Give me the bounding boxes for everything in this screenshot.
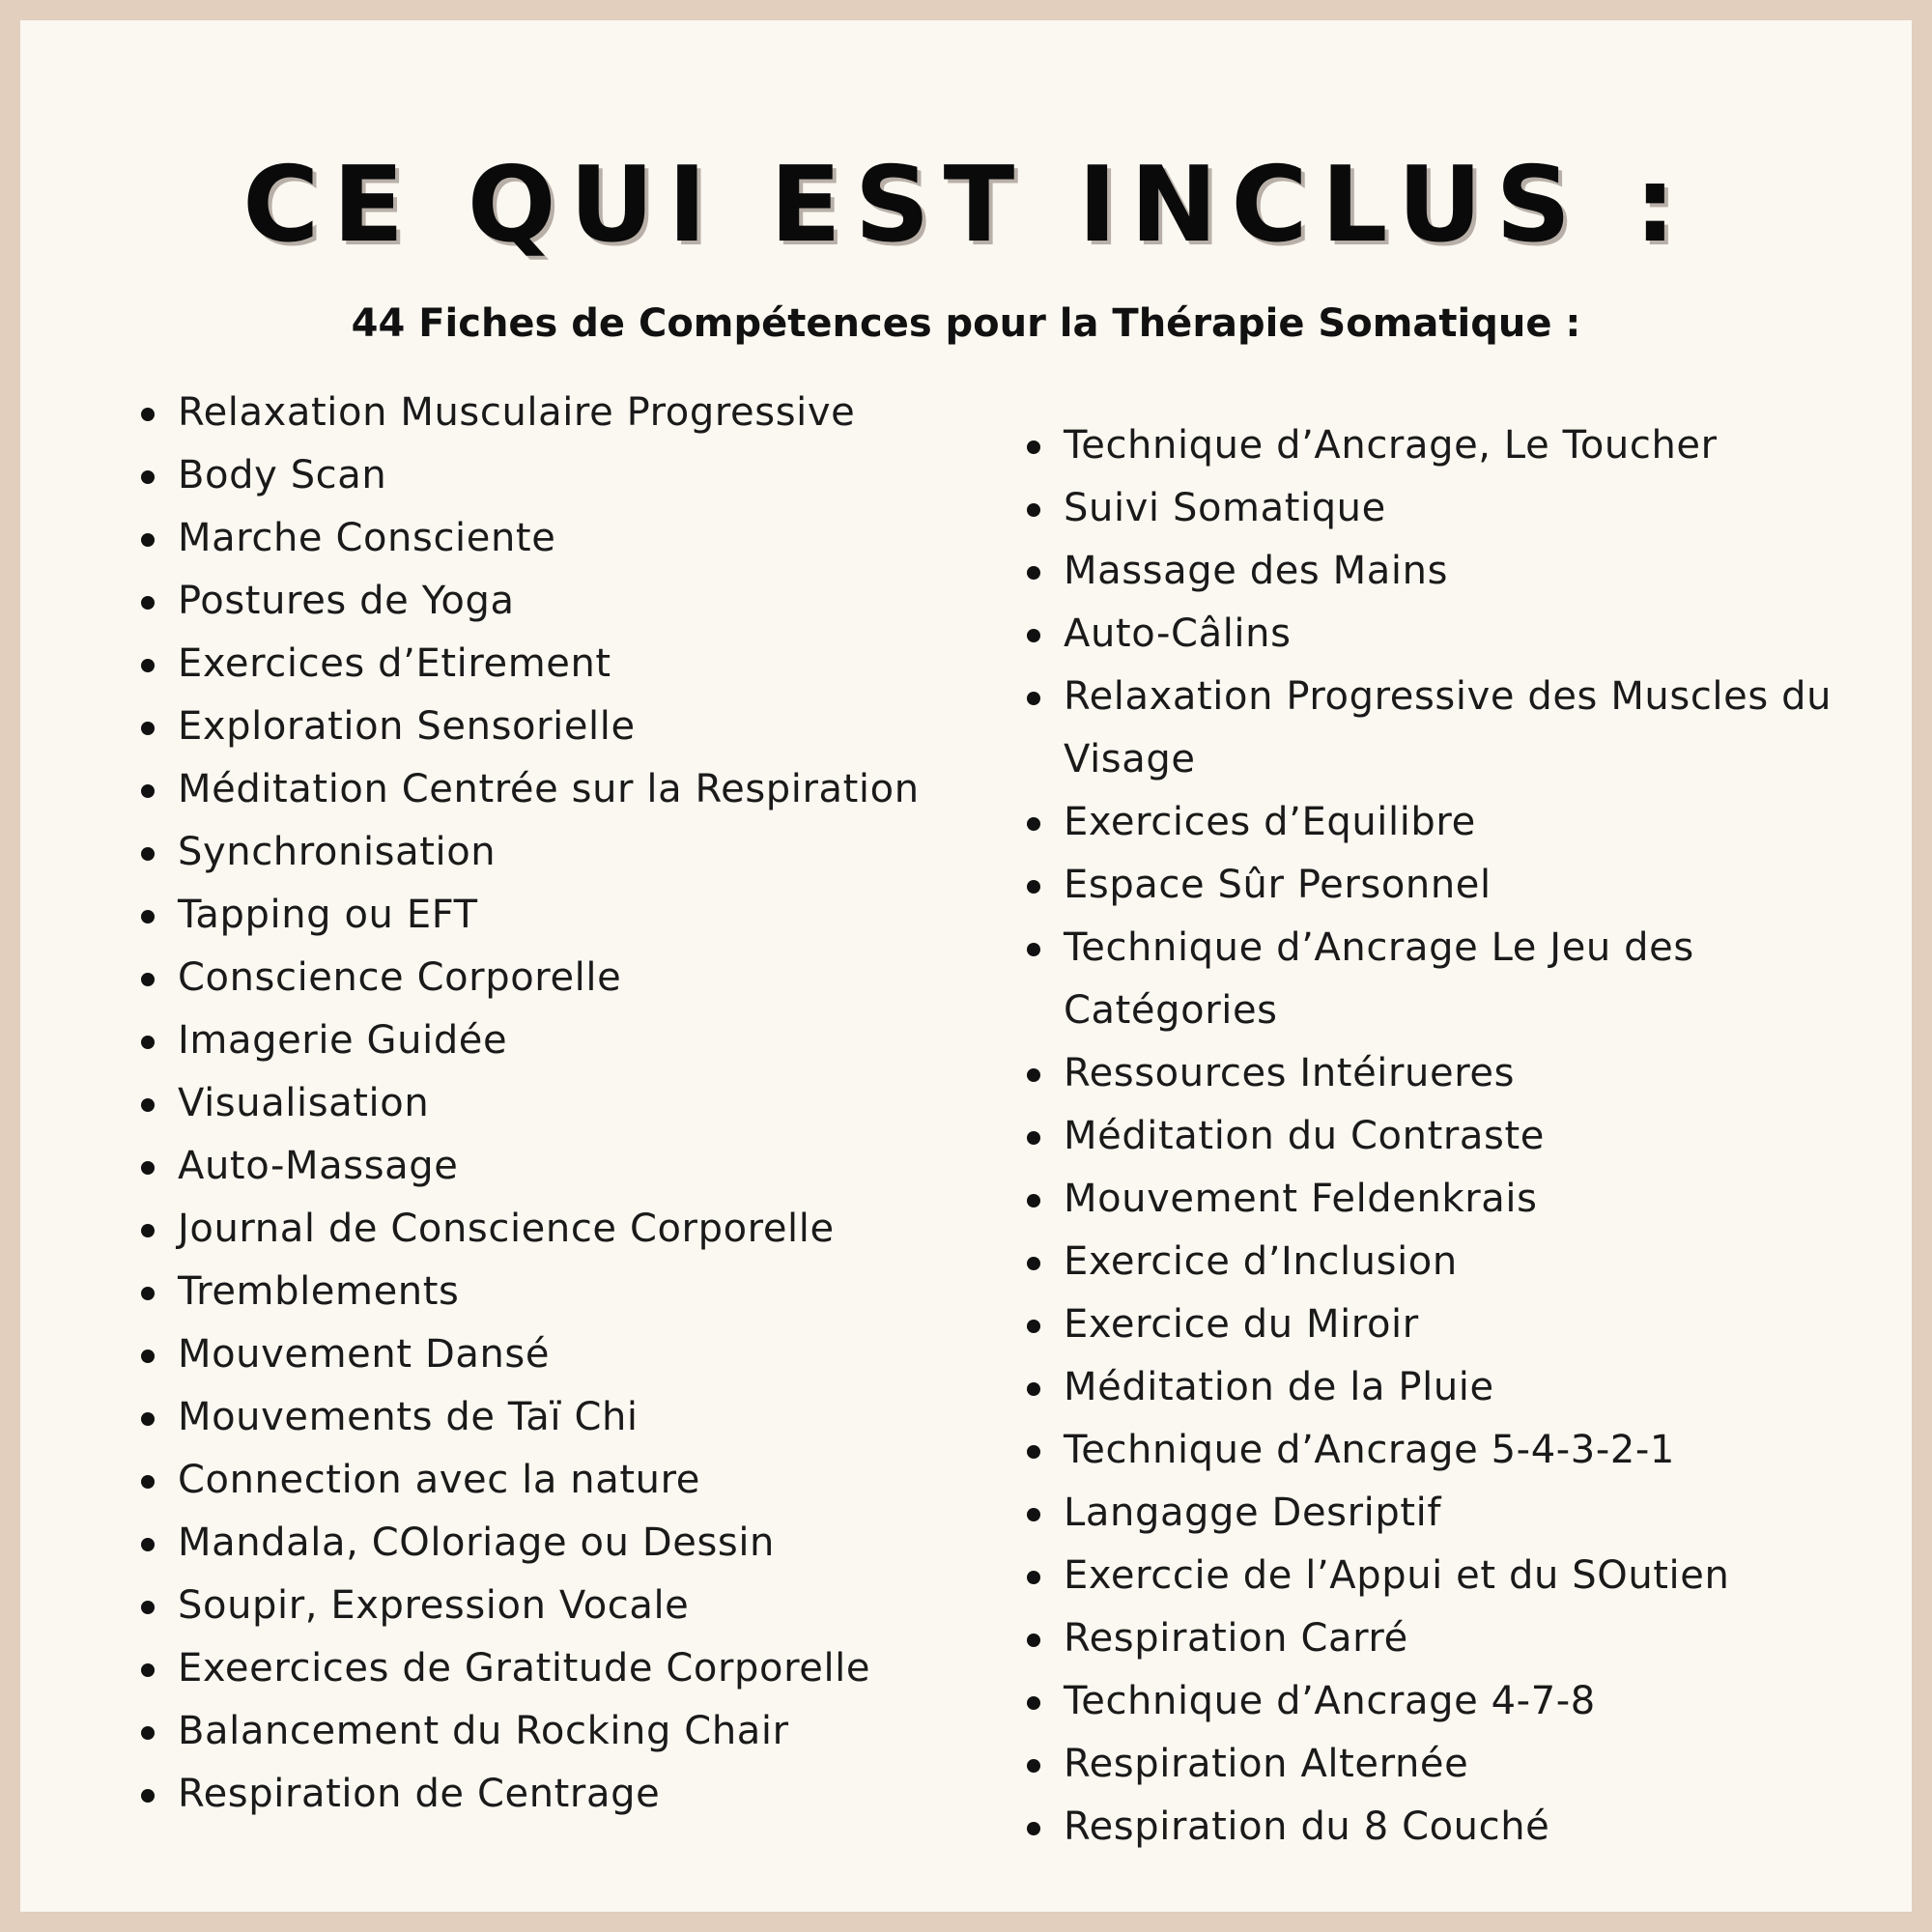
- bullet-icon: [1027, 943, 1040, 956]
- content-card: [20, 20, 1912, 1912]
- list-item: [141, 1009, 972, 1072]
- list-item: [141, 1198, 972, 1261]
- list-item-label: Auto-Câlins: [1064, 611, 1292, 656]
- list-item: [1027, 414, 1858, 477]
- list-item: [141, 1575, 972, 1637]
- list-item-label: Respiration de Centrage: [178, 1772, 661, 1816]
- bullet-icon: [1027, 1445, 1040, 1459]
- bullet-icon: [141, 1287, 155, 1300]
- list-item: [1027, 854, 1858, 917]
- bullet-icon: [1027, 1571, 1040, 1584]
- list-item: [141, 1512, 972, 1575]
- list-item-label: Méditation Centrée sur la Respiration: [178, 767, 920, 811]
- bullet-icon: [1027, 1382, 1040, 1396]
- list-item-label: Technique d’Ancrage 5-4-3-2-1: [1064, 1428, 1675, 1472]
- list-item: [1027, 1607, 1858, 1670]
- list-item-label: Technique d’Ancrage, Le Toucher: [1064, 423, 1718, 468]
- list-item: [1027, 1670, 1858, 1733]
- bullet-icon: [1027, 1759, 1040, 1773]
- list-item-label: Technique d’Ancrage 4-7-8: [1064, 1679, 1596, 1723]
- list-item: [141, 758, 972, 821]
- bullet-icon: [141, 1475, 155, 1489]
- page-title: CE QUI EST INCLUS :: [242, 145, 1690, 266]
- list-item-label: Connection avec la nature: [178, 1458, 700, 1502]
- bullet-icon: [1027, 1320, 1040, 1333]
- list-item: [1027, 1231, 1858, 1293]
- list-item-label: Journal de Conscience Corporelle: [178, 1207, 835, 1251]
- bullet-icon: [1027, 692, 1040, 705]
- list-item: [141, 1323, 972, 1386]
- list-item-label: Exploration Sensorielle: [178, 704, 636, 749]
- list-item-label: Auto-Massage: [178, 1144, 459, 1188]
- bullet-icon: [141, 533, 155, 547]
- list-item-label: Respiration Alternée: [1064, 1742, 1469, 1786]
- bullet-icon: [1027, 566, 1040, 580]
- bullet-icon: [1027, 1822, 1040, 1835]
- bullet-icon: [1027, 880, 1040, 894]
- list-item-label: Respiration Carré: [1064, 1616, 1408, 1661]
- bullet-icon: [1027, 1194, 1040, 1208]
- list-item-label: Exercice du Miroir: [1064, 1302, 1419, 1347]
- bullet-icon: [141, 596, 155, 610]
- list-item: [1027, 1419, 1858, 1482]
- list-item-label: Visualisation: [178, 1081, 430, 1125]
- list-item: [1027, 1482, 1858, 1545]
- list-item: [1027, 603, 1858, 666]
- bullet-icon: [141, 847, 155, 861]
- list-item-label: Marche Consciente: [178, 516, 556, 560]
- list-item: [1027, 1293, 1858, 1356]
- list-item: [1027, 1105, 1858, 1168]
- bullet-icon: [1027, 629, 1040, 642]
- bullet-icon: [1027, 1508, 1040, 1521]
- list-item-label: Postures de Yoga: [178, 579, 515, 623]
- bullet-icon: [1027, 1257, 1040, 1270]
- bullet-icon: [141, 408, 155, 421]
- bullet-icon: [1027, 1131, 1040, 1145]
- list-item: [1027, 1042, 1858, 1105]
- list-item: [141, 1135, 972, 1198]
- list-item: [141, 570, 972, 633]
- list-item: [141, 1763, 972, 1826]
- list-item-label: Mouvements de Taï Chi: [178, 1395, 639, 1439]
- bullet-icon: [141, 1601, 155, 1614]
- list-item: [1027, 1168, 1858, 1231]
- bullet-icon: [141, 722, 155, 735]
- list-item-label: Massage des Mains: [1064, 549, 1449, 593]
- left-skill-list: [141, 382, 972, 1826]
- list-item: [141, 633, 972, 696]
- list-item-label: Méditation de la Pluie: [1064, 1365, 1494, 1409]
- list-item: [1027, 1733, 1858, 1796]
- list-item-label: Soupir, Expression Vocale: [178, 1583, 690, 1628]
- list-item-label: Exercices d’Equilibre: [1064, 800, 1476, 844]
- list-item: [141, 884, 972, 947]
- list-item: [1027, 540, 1858, 603]
- list-item-label: Balancement du Rocking Chair: [178, 1709, 789, 1753]
- bullet-icon: [141, 784, 155, 798]
- list-item-label: Langagge Desriptif: [1064, 1491, 1442, 1535]
- list-item-label: Tremblements: [178, 1269, 460, 1314]
- list-item: [141, 696, 972, 758]
- list-item-label: Technique d’Ancrage Le Jeu des Catégories: [1064, 925, 1694, 1033]
- bullet-icon: [141, 973, 155, 986]
- list-item-label: Espace Sûr Personnel: [1064, 863, 1492, 907]
- list-item-label: Tapping ou EFT: [178, 893, 478, 937]
- list-item: [1027, 1545, 1858, 1607]
- bullet-icon: [141, 1663, 155, 1677]
- list-item-label: Mouvement Dansé: [178, 1332, 551, 1377]
- list-item: [141, 382, 972, 444]
- list-item: [141, 1072, 972, 1135]
- bullet-icon: [141, 470, 155, 484]
- list-item: [141, 507, 972, 570]
- bullet-icon: [1027, 1634, 1040, 1647]
- list-item: [141, 1386, 972, 1449]
- list-item-label: Mouvement Feldenkrais: [1064, 1177, 1538, 1221]
- list-item-label: Méditation du Contraste: [1064, 1114, 1545, 1158]
- page-subtitle: 44 Fiches de Compétences pour la Thérapie Somatique :: [351, 301, 1581, 346]
- list-item: [1027, 1796, 1858, 1859]
- bullet-icon: [141, 1036, 155, 1049]
- bullet-icon: [1027, 440, 1040, 454]
- list-item-label: Respiration du 8 Couché: [1064, 1804, 1550, 1849]
- list-item: [1027, 791, 1858, 854]
- list-item: [1027, 1356, 1858, 1419]
- bullet-icon: [141, 1412, 155, 1426]
- list-item: [141, 947, 972, 1009]
- bullet-icon: [141, 1098, 155, 1112]
- bullet-icon: [141, 910, 155, 923]
- bullet-icon: [141, 1726, 155, 1740]
- list-item-label: Conscience Corporelle: [178, 955, 622, 1000]
- list-item: [141, 1637, 972, 1700]
- list-item-label: Exeercices de Gratitude Corporelle: [178, 1646, 871, 1690]
- bullet-icon: [141, 1789, 155, 1803]
- list-item-label: Exercice d’Inclusion: [1064, 1239, 1458, 1284]
- list-item-label: Exercices d’Etirement: [178, 641, 611, 686]
- list-item-label: Body Scan: [178, 453, 387, 497]
- bullet-icon: [141, 1350, 155, 1363]
- list-item: [141, 1261, 972, 1323]
- list-item: [141, 821, 972, 884]
- bullet-icon: [141, 1224, 155, 1237]
- list-item: [141, 444, 972, 507]
- bullet-icon: [141, 1161, 155, 1175]
- list-item-label: Relaxation Progressive des Muscles du Visage: [1064, 674, 1833, 781]
- list-item: [1027, 477, 1858, 540]
- list-item-label: Mandala, COloriage ou Dessin: [178, 1520, 776, 1565]
- bullet-icon: [1027, 817, 1040, 831]
- list-item-label: Relaxation Musculaire Progressive: [178, 390, 856, 435]
- list-item-label: Synchronisation: [178, 830, 497, 874]
- bullet-icon: [1027, 503, 1040, 517]
- bullet-icon: [141, 1538, 155, 1551]
- bullet-icon: [1027, 1068, 1040, 1082]
- list-item-label: Ressources Intéirueres: [1064, 1051, 1516, 1095]
- bullet-icon: [1027, 1696, 1040, 1710]
- list-item: [141, 1449, 972, 1512]
- list-item-label: Exerccie de l’Appui et du SOutien: [1064, 1553, 1730, 1598]
- list-item-label: Imagerie Guidée: [178, 1018, 508, 1063]
- bullet-icon: [141, 659, 155, 672]
- right-skill-list: [1027, 414, 1858, 1859]
- list-item-label: Suivi Somatique: [1064, 486, 1386, 530]
- list-item: [1027, 917, 1858, 1042]
- list-item: [141, 1700, 972, 1763]
- list-item: [1027, 666, 1858, 791]
